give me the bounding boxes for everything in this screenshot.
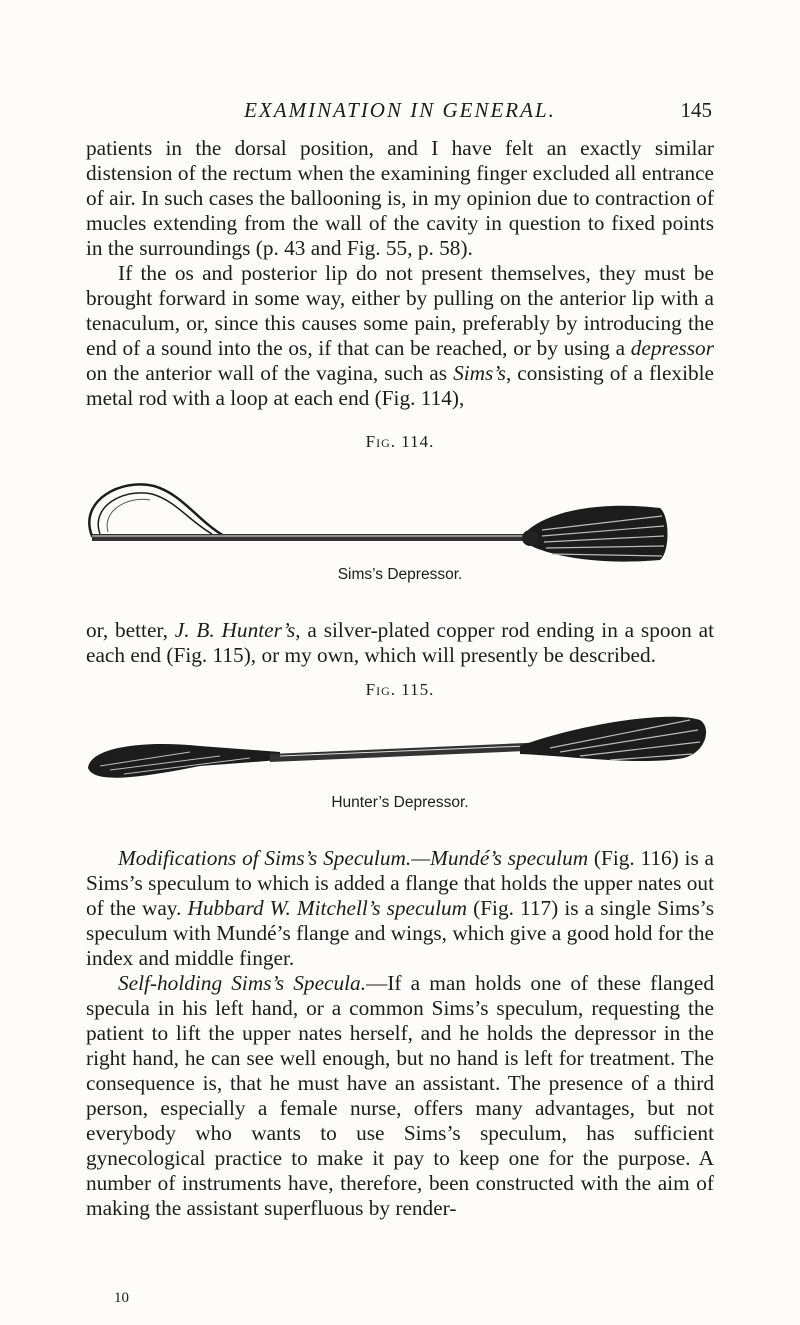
paragraph-5: Self-holding Sims’s Specula.—If a man holds one of these flanged specula in his left hand, or a common Sims’s speculum, requesting the patient to lift the upper nates herself, and he holds the depressor in the right hand, he can see well enough, but no hand is left for treatment. The consequence is, that he must have an assistant. The presence of a third person, especially a female nurse, offers many advantages, but not everybody who wants to use Sims’s speculum, has sufficient gynecological practice to make it pay to keep one for the purpose. A number of instruments have, therefore, been constructed with the aim of making the assistant superfluous by render- — [86, 971, 714, 1220]
body-text-bottom — [86, 846, 714, 1221]
figure-115-label: Fig. 115. — [365, 680, 435, 699]
paragraph-1: patients in the dorsal position, and I have felt an exactly similar distension of the rectum when the examining finger excluded all entrance of air. In such cases the ballooning is, in my opinion due to contraction of mucles extending from the wall of the cavity in question to fixed points in the surroundings (p. 43 and Fig. 55, p. 58). — [86, 136, 714, 260]
running-title: EXAMINATION IN GENERAL. — [244, 98, 556, 122]
page-number: 145 — [680, 98, 712, 122]
signature-mark: 10 — [114, 1290, 129, 1306]
figure-114-caption: Sims’s Depressor. — [337, 566, 463, 583]
figure-115-caption: Hunter’s Depressor. — [331, 794, 469, 811]
paragraph-4: Modifications of Sims’s Speculum.—Mundé’s speculum (Fig. 116) is a Sims’s speculum to which is added a flange that holds the upper nates out of the way. Hubbard W. Mitchell’s speculum (Fig. 117) is a single Sims’s speculum with Mundé’s flange and wings, which give a good hold for the index and middle finger. — [86, 846, 714, 970]
body-text-middle — [86, 618, 714, 668]
body-text-top — [86, 136, 714, 411]
sims-depressor-illustration — [72, 470, 672, 570]
hunter-depressor-illustration — [80, 704, 710, 784]
figure-114-label: Fig. 114. — [365, 432, 435, 451]
paragraph-3: or, better, J. B. Hunter’s, a silver-plated copper rod ending in a spoon at each end (Fig. 115), or my own, which will presently be described. — [86, 618, 714, 667]
paragraph-2: If the os and posterior lip do not present themselves, they must be brought forward in some way, either by pulling on the anterior lip with a tenaculum, or, since this causes some pain, preferably by introducing the end of a sound into the os, if that can be reached, or by using a depressor on the anterior wall of the vagina, such as Sims’s, consisting of a flexible metal rod with a loop at each end (Fig. 114), — [86, 261, 714, 410]
